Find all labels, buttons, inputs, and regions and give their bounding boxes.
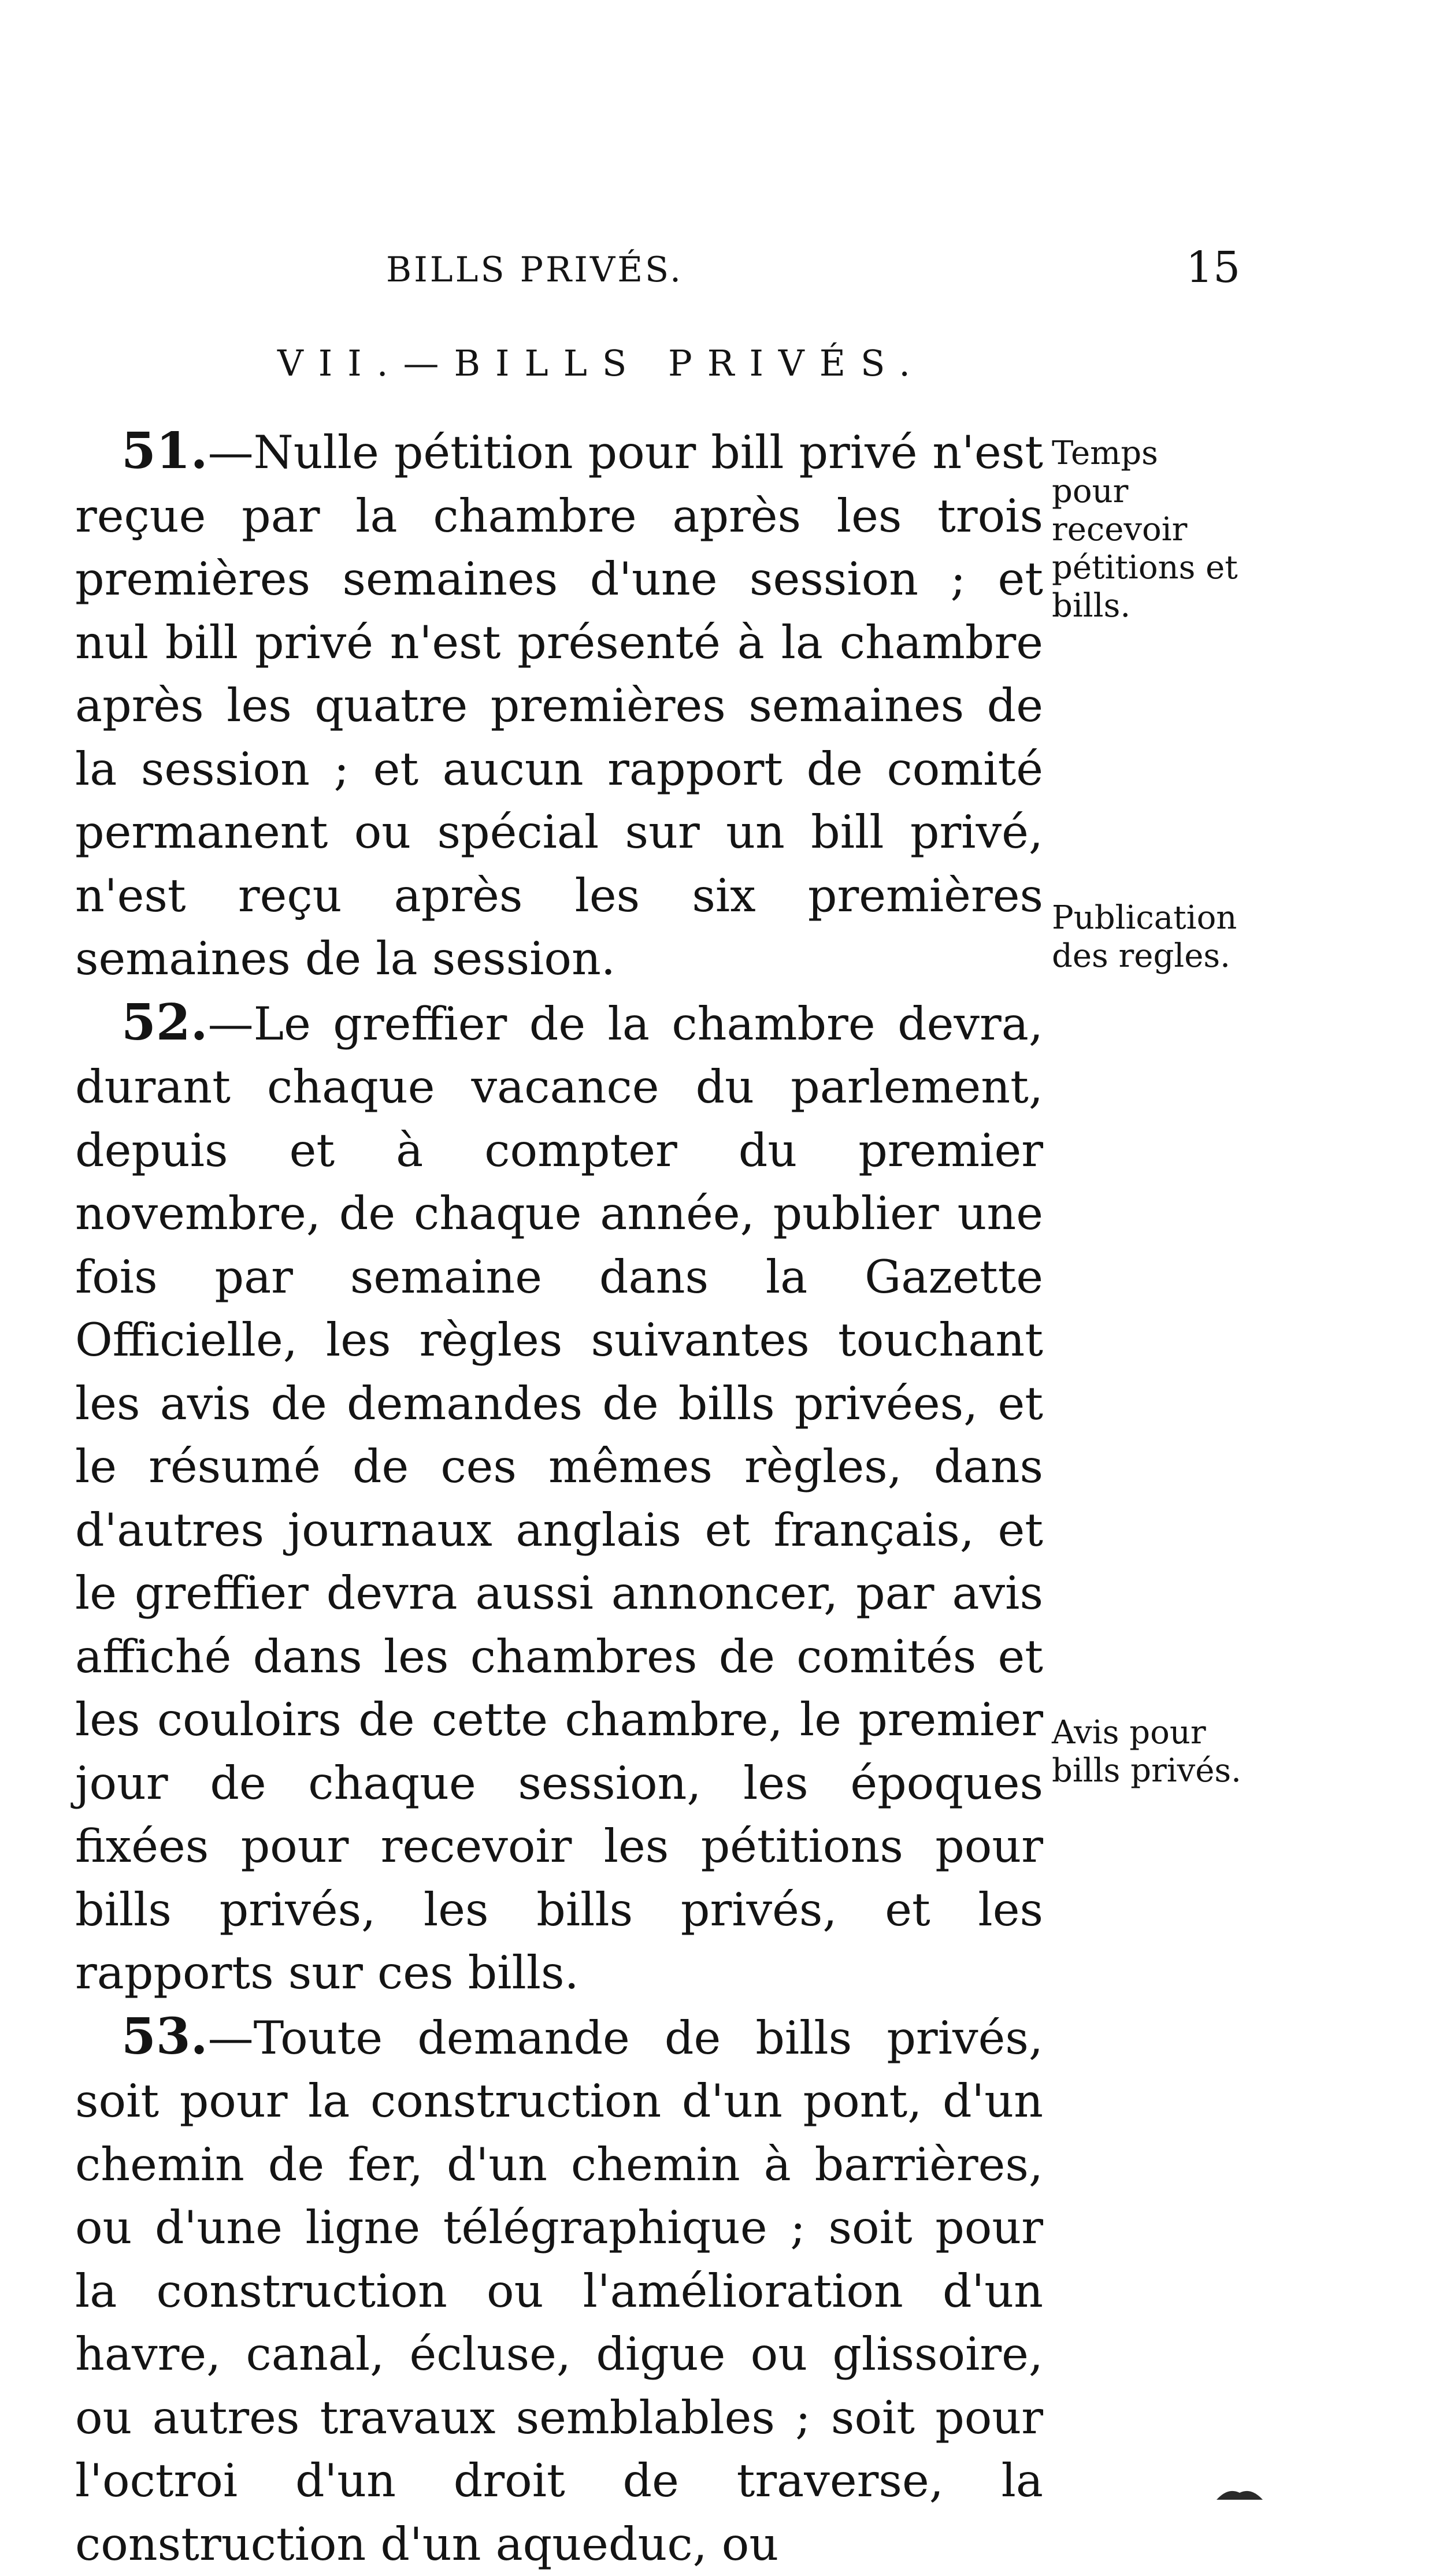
article-text: —Nulle pétition pour bill privé n'est reçue par la chambre après les trois premières semaines d'une session ; et nul bill privé n'est présenté à la chambre après les quatre premières semaines de la session ; et aucun rapport de comité permanent ou spécial sur un bill privé, n'est reçu après les six premières semaines de la session. <box>75 426 1043 985</box>
article-51 <box>75 420 1043 991</box>
article-number: 53. <box>121 2007 208 2066</box>
article-52 <box>75 991 1043 2005</box>
article-text: —Le greffier de la chambre devra, durant chaque vacance du parlement, depuis et à compter du premier novembre, de chaque année, publier une fois par semaine dans la Gazette Officielle, les règles suivantes touchant les avis de demandes de bills privées, et le résumé de ces mêmes règles, dans d'autres journaux anglais et français, et le greffier devra aussi annoncer, par avis affiché dans les chambres de comités et les couloirs de cette chambre, le premier jour de chaque session, les époques fixées pour recevoir les pétitions pour bills privés, les bills privés, et les rapports sur ces bills. <box>75 997 1043 2000</box>
page-number: 15 <box>1186 243 1240 292</box>
margin-note-52: Publication des regles. <box>1052 899 1243 975</box>
margin-note-53: Avis pour bills privés. <box>1052 1714 1243 1790</box>
section-heading: VII.—BILLS PRIVÉS. <box>277 342 925 384</box>
main-text-column <box>75 420 1043 2576</box>
article-text: —Toute demande de bills privés, soit pour la construction d'un pont, d'un chemin de fer, d'un chemin à barrières, ou d'une ligne télégraphique ; soit pour la construction ou l'amélioration d'un havre, canal, écluse, digue ou glissoire, ou autres travaux semblables ; soit pour l'octroi d'un droit de traverse, la construction d'un aqueduc, ou <box>75 2011 1043 2571</box>
article-number: 51. <box>121 422 208 480</box>
running-title: BILLS PRIVÉS. <box>386 250 683 290</box>
margin-note-51: Temps pour recevoir pétitions et bills. <box>1052 435 1243 625</box>
article-53 <box>75 2005 1043 2576</box>
printer-ornament-icon <box>1214 2485 1266 2502</box>
article-number: 52. <box>121 993 208 1052</box>
